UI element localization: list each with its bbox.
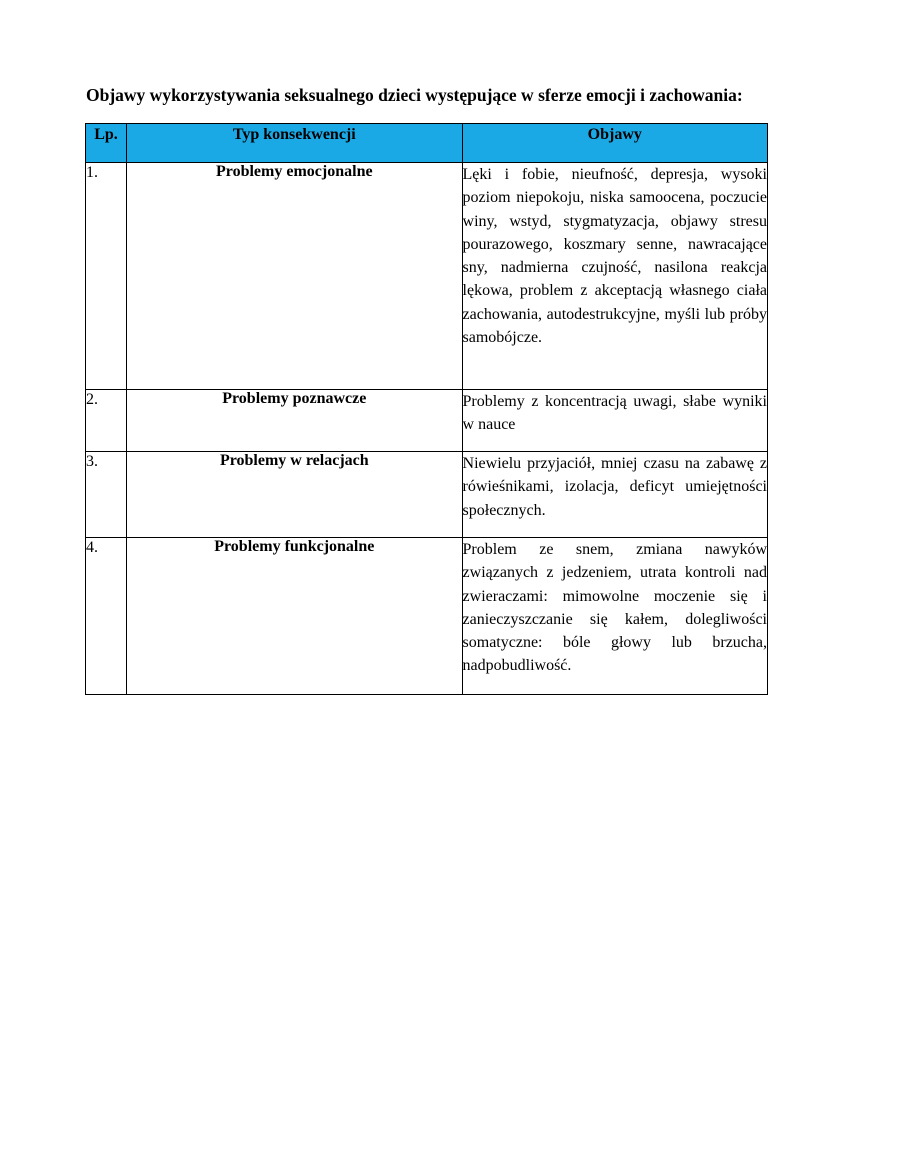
symptoms-text: Lęki i fobie, nieufność, depresja, wysoki poziom niepokoju, niska samoocena, poczucie winy, wstyd, stygmatyzacja, objawy stresu pourazowego, koszmary senne, nawracające sny, nadmierna czujność, nasilona reakcja lękowa, problem z akceptacją własnego ciała zachowania, autodestrukcyjne, myśli lub próby samobójcze. xyxy=(462,163,767,390)
consequence-type: Problemy w relacjach xyxy=(127,452,462,538)
symptoms-text: Problemy z koncentracją uwagi, słabe wyniki w nauce xyxy=(462,390,767,452)
row-number: 4. xyxy=(86,538,127,695)
symptoms-text: Problem ze snem, zmiana nawyków związanych z jedzeniem, utrata kontroli nad zwieraczami: mimowolne moczenie się i zanieczyszczanie się kałem, dolegliwości somatyczne: bóle głowy lub brzucha, nadpobudliwość. xyxy=(462,538,767,695)
row-number: 3. xyxy=(86,452,127,538)
table-row xyxy=(86,390,768,452)
header-lp: Lp. xyxy=(86,124,127,163)
table-row xyxy=(86,452,768,538)
consequence-type: Problemy emocjonalne xyxy=(127,163,462,390)
symptoms-table xyxy=(85,123,768,695)
symptoms-text: Niewielu przyjaciół, mniej czasu na zabawę z rówieśnikami, izolacja, deficyt umiejętności społecznych. xyxy=(462,452,767,538)
header-type: Typ konsekwencji xyxy=(127,124,462,163)
consequence-type: Problemy funkcjonalne xyxy=(127,538,462,695)
table-row xyxy=(86,163,768,390)
document-heading: Objawy wykorzystywania seksualnego dzieci występujące w sferze emocji i zachowania: xyxy=(86,85,743,105)
table-header-row xyxy=(86,124,768,163)
header-symptoms: Objawy xyxy=(462,124,767,163)
row-number: 1. xyxy=(86,163,127,390)
row-number: 2. xyxy=(86,390,127,452)
consequence-type: Problemy poznawcze xyxy=(127,390,462,452)
table-row xyxy=(86,538,768,695)
